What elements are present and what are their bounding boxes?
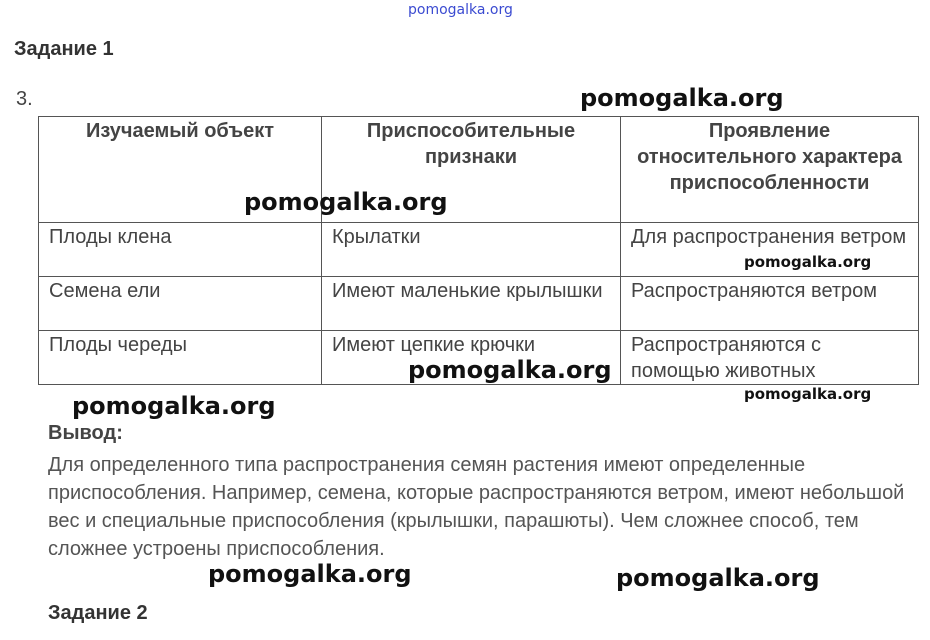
- header-cell: Приспособительные признаки: [322, 117, 621, 223]
- adaptation-table: [38, 116, 919, 385]
- table-cell: Распространяются с помощью животных: [621, 331, 919, 385]
- table-row: [39, 277, 919, 331]
- watermark: pomogalka.org: [744, 253, 872, 271]
- watermark: pomogalka.org: [208, 560, 412, 588]
- task1-title: Задание 1: [14, 38, 114, 60]
- watermark-top: pomogalka.org: [408, 2, 513, 18]
- watermark: pomogalka.org: [408, 356, 612, 384]
- header-cell: Проявление относительного характера приспособленности: [621, 117, 919, 223]
- table-cell: Крылатки: [322, 223, 621, 277]
- watermark: pomogalka.org: [616, 564, 820, 592]
- table-cell: Для распространения ветром: [621, 223, 919, 277]
- item-number: 3.: [16, 88, 33, 110]
- table-cell: Семена ели: [39, 277, 322, 331]
- watermark: pomogalka.org: [72, 392, 276, 420]
- header-cell: Изучаемый объект: [39, 117, 322, 223]
- table-cell: Плоды череды: [39, 331, 322, 385]
- watermark: pomogalka.org: [580, 84, 784, 112]
- task2-title: Задание 2: [48, 602, 148, 624]
- table-header-row: [39, 117, 919, 223]
- table-cell: Распространяются ветром: [621, 277, 919, 331]
- watermark: pomogalka.org: [744, 385, 872, 403]
- table-cell: Плоды клена: [39, 223, 322, 277]
- table-cell: Имеют цепкие крючки: [322, 331, 621, 385]
- conclusion-label: Вывод:: [48, 422, 123, 444]
- watermark: pomogalka.org: [244, 188, 448, 216]
- conclusion-text: Для определенного типа распространения семян растения имеют определенные приспособления. Например, семена, которые распространяются ветром, имеют небольшой вес и специальные приспособления (крылышки, парашюты). Чем сложнее способ, тем сложнее устроены приспособления.: [48, 454, 905, 560]
- table-cell: Имеют маленькие крылышки: [322, 277, 621, 331]
